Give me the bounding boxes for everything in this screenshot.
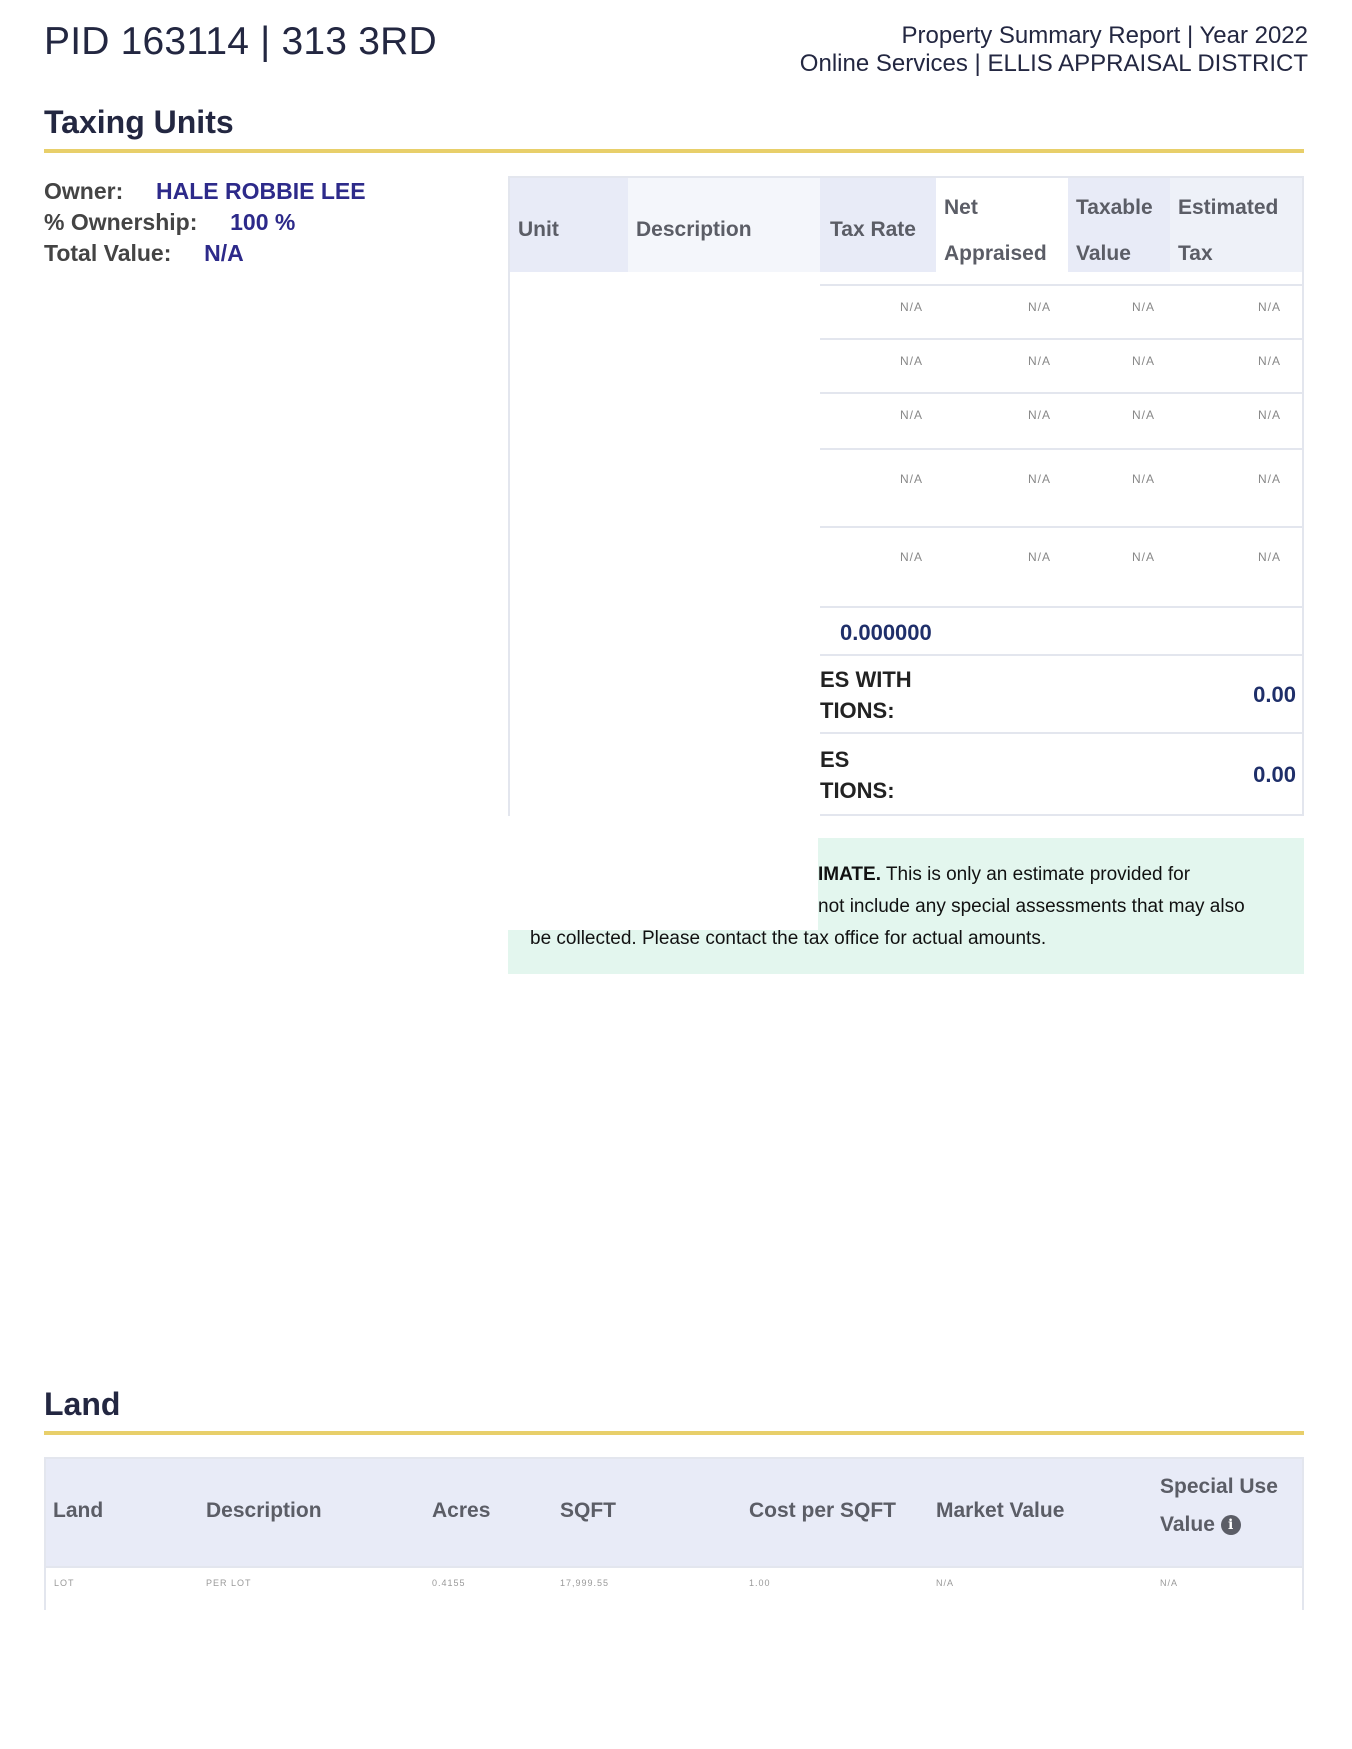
col-net-appraised: Net Appraised xyxy=(936,178,1068,272)
section-divider xyxy=(44,149,1304,153)
report-title: Property Summary Report | Year 2022 xyxy=(901,22,1308,49)
blank-area xyxy=(510,272,820,832)
estimate-disclaimer xyxy=(508,838,1304,974)
tax-without-exemptions-value: 0.00 xyxy=(1253,762,1296,787)
ownership-value: 100 % xyxy=(230,209,296,235)
section-divider xyxy=(44,1431,1304,1435)
col-description: Description xyxy=(206,1499,322,1522)
col-land: Land xyxy=(53,1499,104,1522)
col-taxable-value: Taxable Value xyxy=(1068,178,1170,272)
info-icon[interactable]: i xyxy=(1221,1515,1241,1535)
tax-with-exemptions-label: ES WITH TIONS: xyxy=(820,667,912,723)
col-special-use-value: Special Use Value i xyxy=(1160,1475,1278,1536)
total-value-row xyxy=(44,238,366,269)
disclaimer-line-3: be collected. Please contact the tax office for actual amounts. xyxy=(530,928,1047,949)
table-row: N/A N/A N/A N/A xyxy=(820,448,1302,528)
col-cost-per-sqft: Cost per SQFT xyxy=(749,1499,897,1522)
ownership-row xyxy=(44,207,366,238)
disclaimer-line-1: IMATE. This is only an estimate provided for xyxy=(818,864,1191,885)
table-row: N/A N/A N/A N/A xyxy=(820,392,1302,450)
col-estimated-tax: Estimated Tax xyxy=(1170,178,1302,272)
total-tax-rate: 0.000000 xyxy=(840,620,932,645)
col-market-value: Market Value xyxy=(936,1499,1065,1522)
report-source: Online Services | ELLIS APPRAISAL DISTRICT xyxy=(799,50,1308,77)
col-acres: Acres xyxy=(432,1499,491,1522)
col-unit: Unit xyxy=(510,178,628,272)
tax-without-exemptions-label: ES TIONS: xyxy=(820,747,895,803)
taxing-units-heading: Taxing Units xyxy=(44,104,234,140)
total-value-value: N/A xyxy=(204,240,244,266)
tax-with-exemptions-value: 0.00 xyxy=(1253,682,1296,707)
owner-label: Owner: xyxy=(44,178,124,204)
table-row: LOT PER LOT 0.4155 17,999.55 1.00 N/A N/A xyxy=(46,1566,1302,1610)
disclaimer-line-2: not include any special assessments that may also xyxy=(818,896,1245,917)
land-header xyxy=(46,1459,1302,1566)
col-description: Description xyxy=(628,178,820,272)
table-row: N/A N/A N/A N/A xyxy=(820,526,1302,608)
taxing-units-table xyxy=(508,176,1304,816)
page-title: PID 163114 | 313 3RD xyxy=(44,20,437,63)
blank-area xyxy=(508,838,818,930)
report-header xyxy=(800,22,1308,78)
col-tax-rate: Tax Rate xyxy=(820,178,936,272)
owner-info xyxy=(44,176,366,269)
owner-row xyxy=(44,176,366,207)
ownership-label: % Ownership: xyxy=(44,209,198,235)
total-value-label: Total Value: xyxy=(44,240,172,266)
table-row: N/A N/A N/A N/A xyxy=(820,338,1302,394)
land-heading: Land xyxy=(44,1386,121,1422)
land-table xyxy=(44,1457,1304,1610)
owner-value: HALE ROBBIE LEE xyxy=(156,178,366,204)
col-sqft: SQFT xyxy=(560,1499,616,1522)
table-row: N/A N/A N/A N/A xyxy=(820,284,1302,340)
